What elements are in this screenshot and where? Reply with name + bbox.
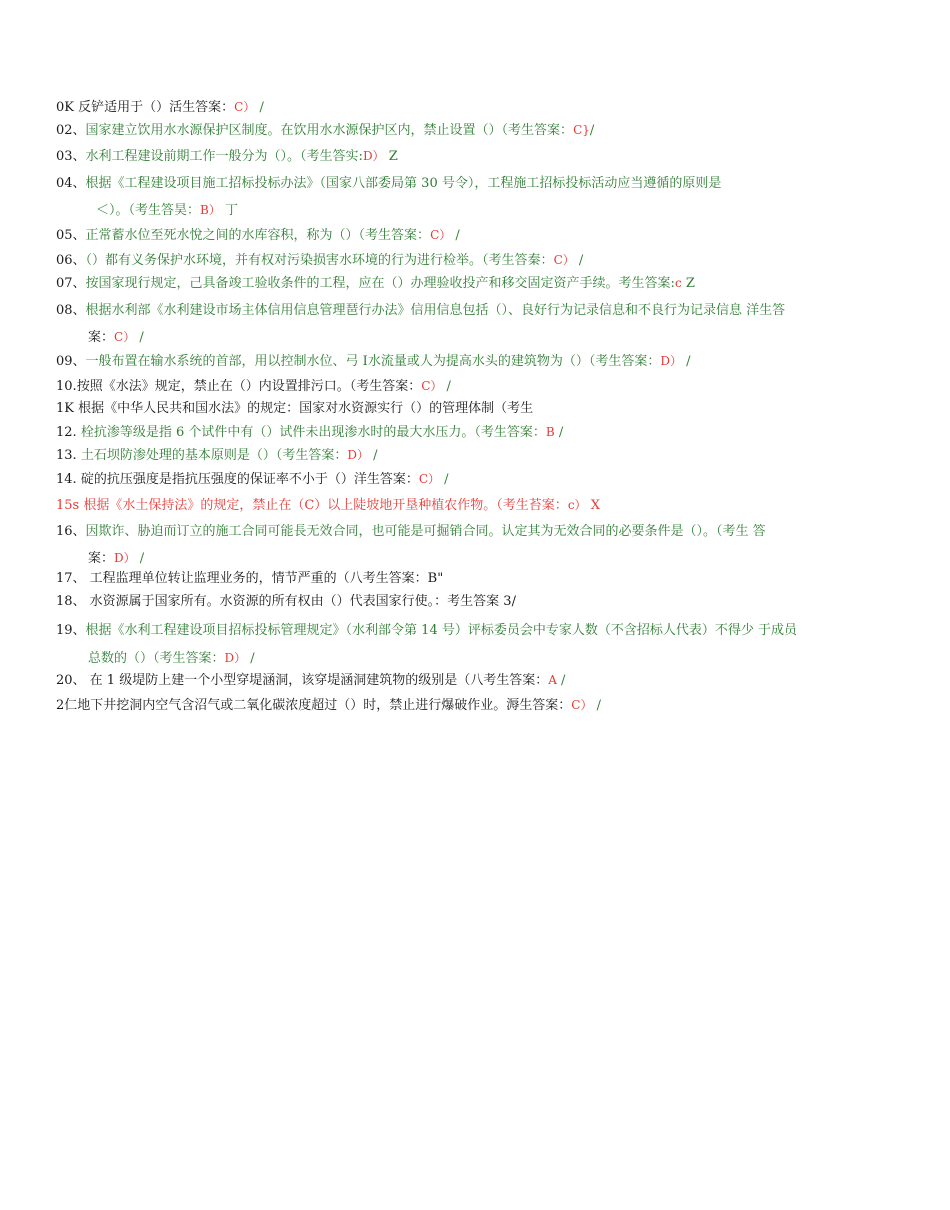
question-text: 因欺诈、胁迫而订立的施工合同可能長无效合同，也可能是可掘销合同。认定其为无效合同的必要条件是（）。（考生 答 (85, 524, 766, 539)
question-number: 04、 (56, 176, 86, 191)
question-text: 一般布置在输水系统的首部，用以控制水位、弓 I水流量或人为提高水头的建筑物为（）（考生答案： (85, 354, 661, 369)
grade-mark: / (139, 330, 144, 345)
grade-mark: / (558, 425, 564, 440)
question-text: 仁地下井挖洞内空气含沼气或二氧化碳浓度超过（）时，禁止进行爆破作业。溽生答案： (64, 698, 572, 713)
question-number: 08、 (56, 303, 86, 318)
question-15 (56, 492, 916, 519)
question-text: 碇的抗压强度是指抗压强度的保证率不小于（）洋生答案： (76, 472, 419, 487)
question-number: 12. (56, 425, 77, 440)
grade-mark: / (446, 379, 451, 394)
question-number: 2 (56, 698, 65, 713)
question-text: 案： (88, 330, 115, 345)
question-text: 栓抗渗等级是指 6 个试件中有（）试件未出现渗水时的最大水压力。（考生答案： (76, 425, 546, 440)
question-text: 国家建立饮用水水源保护区制度。在饮用水水源保护区内，禁止设置（）（考生答案： (85, 123, 574, 138)
grade-mark: / (596, 698, 602, 713)
question-number: 02、 (56, 123, 86, 138)
question-text: 工程监理单位转让监理业务的，情节严重的（八考生答案：B" (85, 571, 444, 586)
question-text: 水利工程建设前期工作一般分为（）。（考生答实: (85, 149, 363, 164)
question-04 (56, 171, 916, 197)
question-number: 17、 (56, 571, 86, 586)
question-19 (56, 618, 916, 644)
question-03 (56, 143, 916, 170)
question-13 (56, 442, 916, 469)
question-number: 07、 (56, 276, 86, 291)
question-number: 05、 (56, 228, 86, 243)
question-text: 根据《水利工程建设项目招标投标管理规定》（水利部令第 14 号）评标委员会中专家人数（不含招标人代表）不得少 于成员 (85, 623, 797, 638)
question-number: 19、 (56, 623, 86, 638)
question-number: 15s (56, 498, 80, 513)
question-text: 土石坝防渗处理的基本原则是（）（考生答案： (76, 448, 348, 463)
grade-mark: / (455, 228, 460, 243)
question-text: 根据《工程建设项目施工招标投标办法》（国家八部委局第 30 号令），工程施工招标投标活动应当遵循的原则是 (85, 176, 722, 191)
answer: C） (553, 253, 575, 267)
question-14 (56, 466, 916, 493)
question-number: 18、 (56, 594, 86, 609)
answer: D） (224, 651, 247, 665)
question-16 (56, 519, 916, 545)
grade-mark: / (686, 354, 691, 369)
grade-mark: 丁 (224, 203, 238, 218)
question-number: 20、 (56, 673, 86, 688)
question-text: （）都有义务保护水环境，并有权对污染损害水环境的行为进行检举。（考生答秦： (85, 253, 554, 268)
grade-mark: / (561, 673, 566, 688)
answer: c） (567, 498, 587, 512)
question-text: 按国家现行规定，己具备竣工验收条件的工程，应在（）办理验收投产和移交固定资产手续。考生答案: (85, 276, 675, 291)
question-05 (56, 222, 916, 249)
question-09 (56, 348, 916, 375)
grade-mark: / (578, 253, 584, 268)
question-text: 正常蓄水位至死水悅之间的水库容积，称为（）（考生答案： (85, 228, 431, 243)
grade-mark: / (373, 448, 378, 463)
grade-mark: / (139, 551, 145, 566)
answer: D） (660, 354, 682, 368)
answer: D） (114, 551, 136, 565)
question-number: 1K (56, 401, 74, 416)
question-number: 14. (56, 472, 77, 487)
answer: B） (200, 203, 221, 217)
question-02 (56, 117, 916, 144)
question-text: 水资源属于国家所有。水资源的所有权由（）代表国家行使。：考生答案 3/ (85, 594, 516, 609)
grade-mark: Z (685, 276, 695, 291)
question-number: 10. (56, 379, 77, 394)
question-text: 根据《水土保持法》的规定，禁止在（C）以上陡坡地开垦种植农作物。（考生苔案： (79, 498, 568, 513)
question-08-continued (88, 324, 144, 351)
grade-mark: Z (388, 149, 398, 164)
answer: C} (573, 123, 590, 137)
question-text: 在 1 级堤防上建一个小型穿堤涵洞，该穿堤涵洞建筑物的级别是（八考生答案： (85, 673, 549, 688)
question-number: 03、 (56, 149, 86, 164)
answer: c (674, 276, 682, 290)
answer: C） (430, 228, 452, 242)
answer: D） (347, 448, 369, 462)
question-number: 16、 (56, 524, 86, 539)
grade-mark: / (589, 123, 595, 138)
answer: C） (421, 379, 443, 393)
question-text: ＜）。（考生答昊： (96, 203, 201, 218)
question-21 (56, 692, 916, 719)
answer: D） (362, 149, 385, 163)
question-number: 09、 (56, 354, 86, 369)
question-number: 06、 (56, 253, 86, 268)
question-text: 反铲适用于（）活生答案： (73, 100, 235, 115)
question-04-continued (96, 197, 238, 224)
answer: C） (114, 330, 136, 344)
answer: B (545, 425, 555, 439)
grade-mark: / (250, 651, 255, 666)
question-text: 总数的（）（考生答案： (88, 651, 225, 666)
answer: A (548, 673, 557, 687)
question-text: 案： (88, 551, 115, 566)
question-text: 根据《中华人民共和国水法》的规定：国家对水资源实行（）的管理体制（考生 (73, 401, 534, 416)
question-number: 0K (56, 100, 74, 115)
answer: C） (571, 698, 593, 712)
question-number: 13. (56, 448, 77, 463)
question-text: 根据水利部《水利建设市场主体信用信息管理琶行办法》信用信息包括（）、良好行为记录信息和不良行为记录信息 洋生答 (85, 303, 786, 318)
grade-mark: / (259, 100, 264, 115)
question-07 (56, 270, 916, 297)
answer: C） (418, 472, 441, 486)
grade-mark: X (590, 498, 600, 513)
question-20 (56, 667, 916, 694)
answer: C） (234, 100, 256, 114)
question-08 (56, 298, 916, 324)
question-text: 按照《水法》规定，禁止在（）内设置排污口。（考生答案： (76, 379, 422, 394)
question-18 (56, 589, 916, 615)
grade-mark: / (444, 472, 449, 487)
